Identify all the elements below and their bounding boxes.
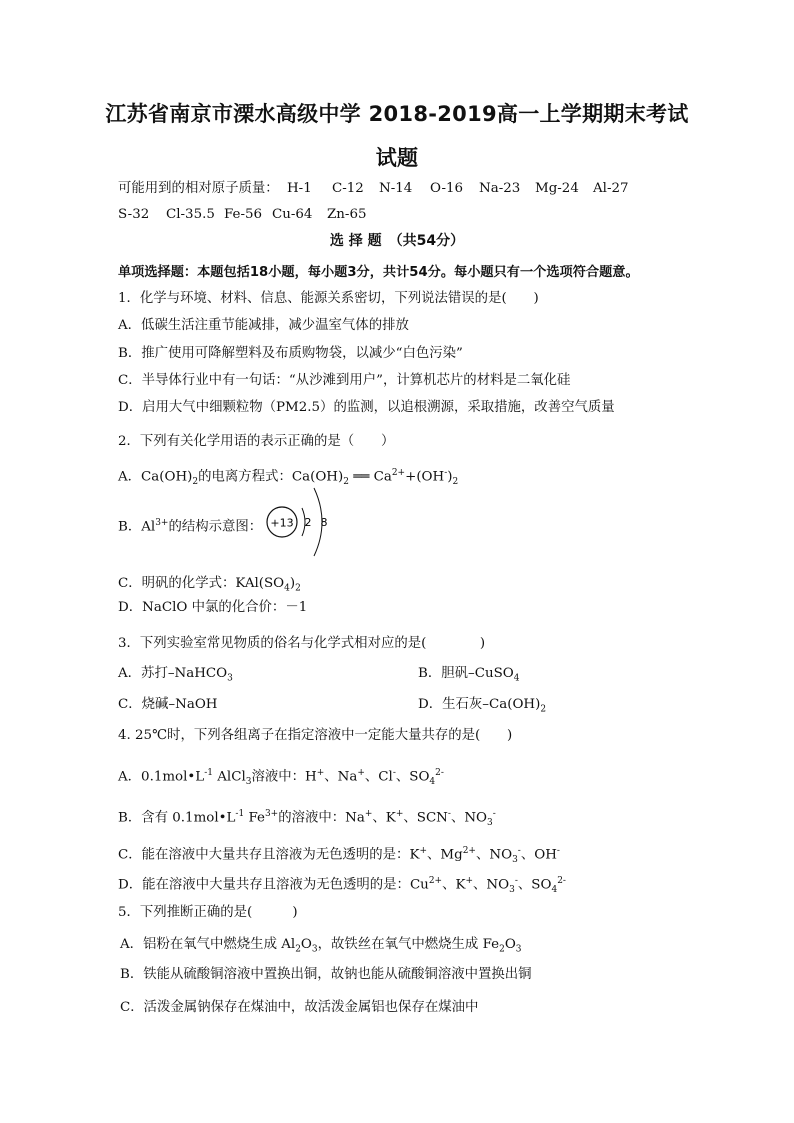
q1-option-d: D．启用大气中细颗粒物（PM2.5）的监测，以追根溯源，采取措施，改善空气质量 xyxy=(118,400,615,415)
q5-option-a: A．铝粉在氧气中燃烧生成 $Al_2O_3$，故铁丝在氧气中燃烧生成 $Fe_2O_3$ xyxy=(120,937,522,955)
atomic-mass-item: Cl-35.5 xyxy=(166,207,215,222)
atomic-mass-item: H-1 xyxy=(287,181,312,196)
atomic-mass-item: Zn-65 xyxy=(327,207,367,222)
q4-stem: 4. 25℃时，下列各组离子在指定溶液中一定能大量共存的是( ) xyxy=(118,728,513,743)
atomic-mass-item: C-12 xyxy=(332,181,364,196)
q4-option-a: A．$0.1mol•L^{-1}$ AlCl$_3$溶液中：H+、Na+、Cl-、$SO_4^{2-}$ xyxy=(118,768,444,788)
q5-stem: 5．下列推断正确的是( ) xyxy=(118,905,298,920)
q3-option-d: D．生石灰$-Ca(OH)_2$ xyxy=(418,697,547,715)
section-heading: 选 择 题 （共54分） xyxy=(329,233,465,249)
nucleus-label: +13 xyxy=(270,516,294,530)
q2-stem: 2．下列有关化学用语的表示正确的是（ ） xyxy=(118,434,395,449)
shell-1-electrons: 2 xyxy=(304,516,312,529)
atomic-mass-item: Fe-56 xyxy=(224,207,263,222)
q1-option-c: C．半导体行业中有一句话：“从沙滩到用户”，计算机芯片的材料是二氧化硅 xyxy=(118,373,571,388)
atomic-mass-label: 可能用到的相对原子质量： xyxy=(118,181,279,196)
atomic-mass-item: Al-27 xyxy=(593,181,629,196)
q1-option-a: A．低碳生活注重节能减排，减少温室气体的排放 xyxy=(118,318,409,333)
q5-option-b: B．铁能从硫酸铜溶液中置换出铜，故钠也能从硫酸铜溶液中置换出铜 xyxy=(120,967,532,982)
q2-option-b: B．$Al^{3+}$的结构示意图： xyxy=(118,518,263,535)
page-title-line2: 试题 xyxy=(375,146,419,170)
q2-option-a: A．$Ca(OH)_2$的电离方程式：$Ca(OH)_2$ ══ $Ca^{2+}+(OH^-)_2$ xyxy=(118,468,459,488)
atomic-mass-item: N-14 xyxy=(379,181,413,196)
al3-structure-diagram xyxy=(262,482,342,562)
q3-stem: 3．下列实验室常见物质的俗名与化学式相对应的是( ) xyxy=(118,636,486,651)
q2-option-c: C．明矾的化学式：$KAl(SO_4)_2$ xyxy=(118,576,301,594)
section-instructions: 单项选择题：本题包括18小题，每小题3分，共计54分。每小题只有一个选项符合题意。 xyxy=(118,265,639,280)
q2-option-d: D．NaClO 中氯的化合价：－1 xyxy=(118,600,308,615)
atomic-mass-item: Mg-24 xyxy=(535,181,579,196)
atomic-mass-item: O-16 xyxy=(430,181,464,196)
q3-option-a: A．苏打–NaHCO$_3$ xyxy=(118,666,233,684)
q1-option-b: B．推广使用可降解塑料及布质购物袋，以减少“白色污染” xyxy=(118,346,463,361)
atomic-mass-item: Cu-64 xyxy=(272,207,313,222)
page-title: 江苏省南京市溧水高级中学 2018-2019高一上学期期末考试 xyxy=(105,102,689,126)
q3-option-b: B．胆矾–CuSO$_4$ xyxy=(418,666,520,684)
q4-option-d: D．能在溶液中大量共存且溶液为无色透明的是：$Cu^{2+}$、K+、$NO_3^-$、$SO_4^{2-}$ xyxy=(118,876,566,896)
q5-option-c: C．活泼金属钠保存在煤油中，故活泼金属铝也保存在煤油中 xyxy=(120,1000,479,1015)
q4-option-b: B．含有 $0.1mol•L^{-1}$ $Fe^{3+}$的溶液中：Na+、K+、SCN-、$NO_3^-$ xyxy=(118,809,496,829)
q4-option-c: C．能在溶液中大量共存且溶液为无色透明的是：K+、$Mg^{2+}$、$NO_3^-$、OH- xyxy=(118,846,560,866)
q1-stem: 1．化学与环境、材料、信息、能源关系密切，下列说法错误的是( ) xyxy=(118,291,539,306)
atomic-mass-item: Na-23 xyxy=(479,181,521,196)
q3-option-c: C．烧碱–NaOH xyxy=(118,697,218,712)
atomic-mass-item: S-32 xyxy=(118,207,150,222)
shell-2-electrons: 8 xyxy=(320,516,328,529)
